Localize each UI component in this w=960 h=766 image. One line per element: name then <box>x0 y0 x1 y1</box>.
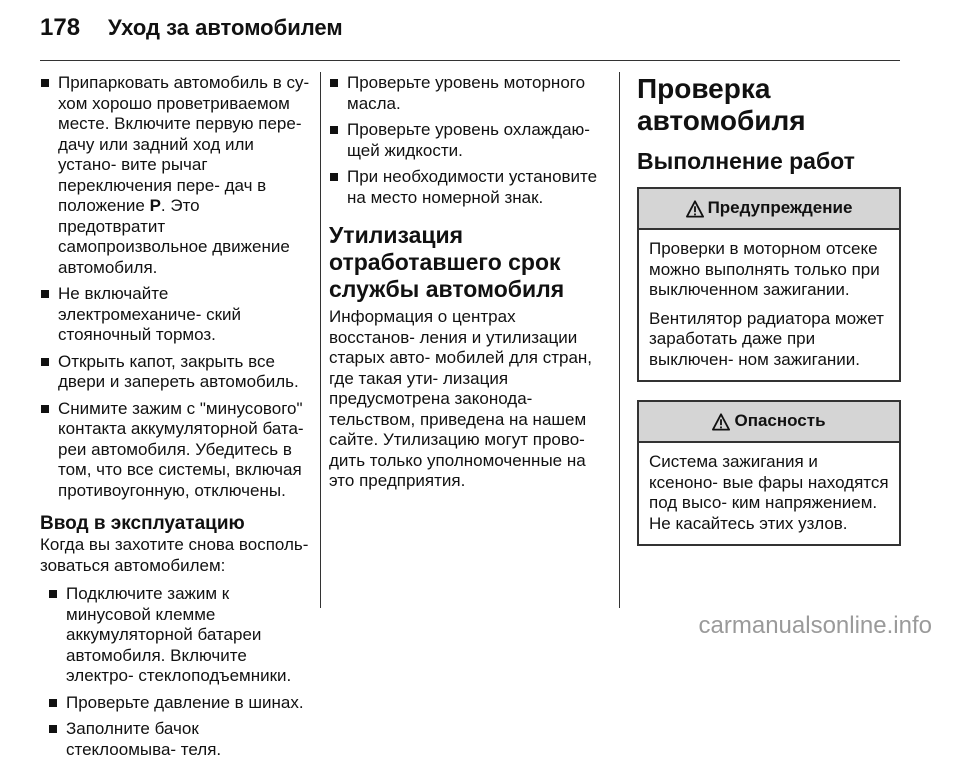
list-item: Не включайте электромеханиче- ский стояночный тормоз. <box>40 284 310 346</box>
watermark: carmanualsonline.info <box>698 612 932 639</box>
header-rule <box>40 60 900 61</box>
danger-box <box>637 400 901 546</box>
bullet-square-icon <box>41 405 49 413</box>
bullet-square-icon <box>41 290 49 298</box>
danger-title: Опасность <box>734 411 826 431</box>
danger-text: Система зажигания и ксеноно- вые фары находятся под высо- ким напряжением. Не касайтесь этих узлов. <box>649 452 889 533</box>
disposal-paragraph: Информация о центрах восстанов- ления и утилизации старых авто- мобилей для стран, где такая ути- лизация предусмотрена законода- тельством, приведена на нашем сайте. Утилизацию могут прово- дить только уполномоченные на это предприятия. <box>329 307 593 490</box>
page-header <box>40 8 343 48</box>
section-intro: Когда вы захотите снова восполь- зоваться автомобилем: <box>40 535 309 575</box>
bullet-square-icon <box>330 79 338 87</box>
danger-box-body <box>639 443 899 544</box>
check-list <box>329 73 605 208</box>
section-subheading-works: Выполнение работ <box>637 148 855 174</box>
warning-title: Предупреждение <box>707 198 853 218</box>
section-heading-vehicle-check: Проверка автомобиля <box>637 73 806 136</box>
page-number: 178 <box>40 14 81 41</box>
list-item: При необходимости установите на место номерной знак. <box>329 167 605 208</box>
warning-text: Вентилятор радиатора может заработать даже при выключен- ном зажигании. <box>649 308 884 369</box>
list-item: Проверьте уровень моторного масла. <box>329 73 605 114</box>
bullet-square-icon <box>330 126 338 134</box>
warning-box-header <box>639 189 899 230</box>
bullet-square-icon <box>49 725 57 733</box>
list-item: Снимите зажим с "минусового" контакта аккумуляторной бата- реи автомобиля. Убедитесь в том, что все системы, включая противоугонную, отключены. <box>40 399 310 502</box>
list-item: Проверьте давление в шинах. <box>48 693 310 714</box>
warning-box-body <box>639 230 899 380</box>
list-item: Припарковать автомобиль в су- хом хорошо проветриваемом месте. Включите первую пере- дачу или задний ход или устано- вите рычаг переключения пере- дач в положение P. Это предотвратит самопроизвольное движение автомобиля. <box>40 73 310 278</box>
warning-triangle-icon <box>712 413 730 431</box>
column-left <box>40 73 310 766</box>
warning-triangle-icon <box>686 200 704 218</box>
column-right <box>637 73 901 564</box>
bullet-square-icon <box>41 79 49 87</box>
column-divider <box>619 72 620 608</box>
column-divider <box>320 72 321 608</box>
warning-box <box>637 187 901 382</box>
section-subheading: Ввод в эксплуатацию <box>40 513 245 534</box>
warning-text: Проверки в моторном отсеке можно выполнять только при выключенном зажигании. <box>649 239 880 299</box>
list-item: Проверьте уровень охлаждаю- щей жидкости. <box>329 120 605 161</box>
column-middle <box>329 73 605 500</box>
list-item: Открыть капот, закрыть все двери и запереть автомобиль. <box>40 352 310 393</box>
bullet-square-icon <box>330 173 338 181</box>
bullet-square-icon <box>41 358 49 366</box>
page-title: Уход за автомобилем <box>108 15 343 40</box>
commissioning-list <box>40 584 310 760</box>
list-item: Заполните бачок стеклоомыва- теля. <box>48 719 310 760</box>
list-item: Подключите зажим к минусовой клемме аккумуляторной батареи автомобиля. Включите электро- стеклоподъемники. <box>48 584 310 687</box>
danger-box-header <box>639 402 899 443</box>
bullet-square-icon <box>49 590 57 598</box>
prep-list <box>40 73 310 501</box>
section-heading-disposal: Утилизация отработавшего срок службы автомобиля <box>329 222 565 302</box>
bullet-square-icon <box>49 699 57 707</box>
gear-letter: P <box>149 196 161 215</box>
